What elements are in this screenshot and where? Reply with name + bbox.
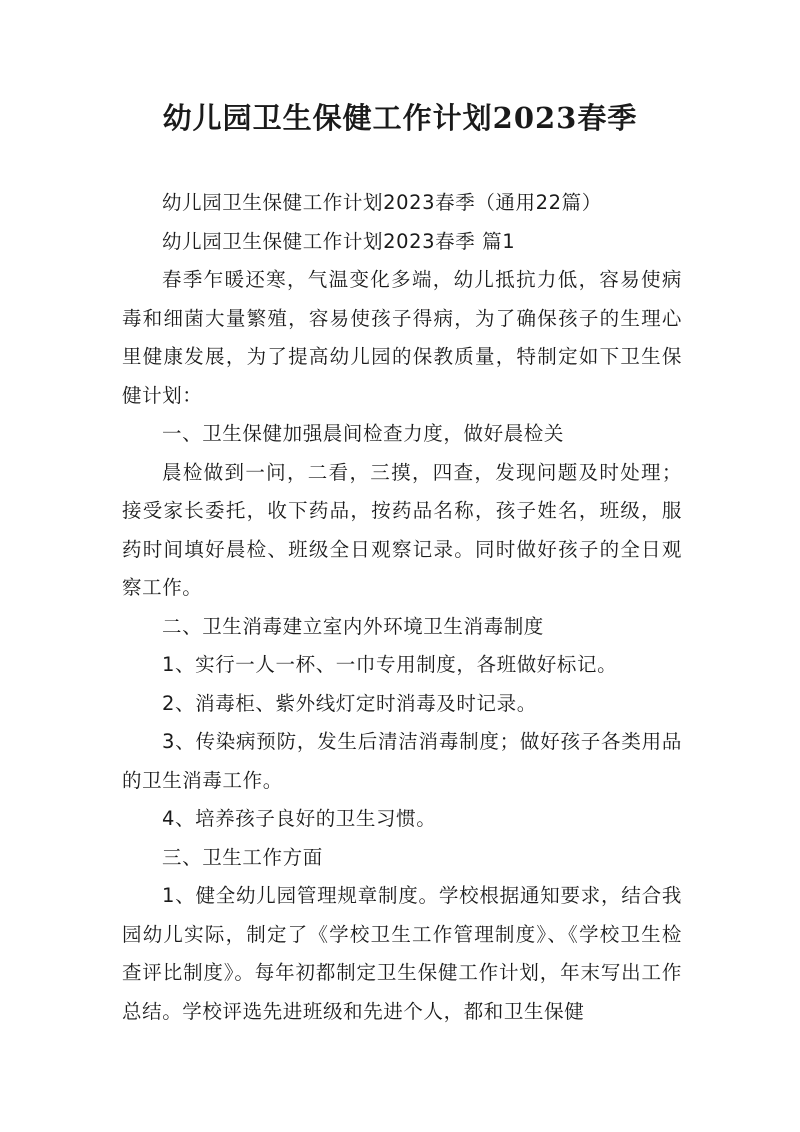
section-heading-paragraph: 幼儿园卫生保健工作计划2023春季 篇1 xyxy=(162,229,516,253)
body-paragraph: 4、培养孩子良好的卫生习惯。 xyxy=(162,807,437,830)
body-paragraph: 3、传染病预防，发生后清洁消毒制度；做好孩子各类用品的卫生消毒工作。 xyxy=(122,730,682,792)
document-title: 幼儿园卫生保健工作计划2023春季 xyxy=(162,101,638,135)
body-paragraph: 一、卫生保健加强晨间检查力度，做好晨检关 xyxy=(162,422,565,445)
body-paragraph: 1、健全幼儿园管理规章制度。学校根据通知要求，结合我园幼儿实际，制定了《学校卫生工作管理制度》、《学校卫生检查评比制度》。每年初都制定卫生保健工作计划，年末写出工作总结。学校评选先进班级和先进个人，都和卫生保健 xyxy=(122,884,682,1023)
body-paragraph: 三、卫生工作方面 xyxy=(162,845,323,869)
body-paragraph: 2、消毒柜、紫外线灯定时消毒及时记录。 xyxy=(162,691,537,715)
subtitle-paragraph: 幼儿园卫生保健工作计划2023春季（通用22篇） xyxy=(162,191,602,214)
body-paragraph: 二、卫生消毒建立室内外环境卫生消毒制度 xyxy=(162,614,544,638)
body-paragraph: 晨检做到一问，二看，三摸，四查，发现问题及时处理；接受家长委托，收下药品，按药品名称，孩子姓名，班级，服药时间填好晨检、班级全日观察记录。同时做好孩子的全日观察工作。 xyxy=(122,460,682,599)
body-paragraph: 1、实行一人一杯、一巾专用制度，各班做好标记。 xyxy=(162,653,618,676)
document-body xyxy=(122,184,682,1031)
body-paragraph: 春季乍暖还寒，气温变化多端，幼儿抵抗力低，容易使病毒和细菌大量繁殖，容易使孩子得病，为了确保孩子的生理心里健康发展，为了提高幼儿园的保教质量，特制定如下卫生保健计划： xyxy=(122,268,682,407)
